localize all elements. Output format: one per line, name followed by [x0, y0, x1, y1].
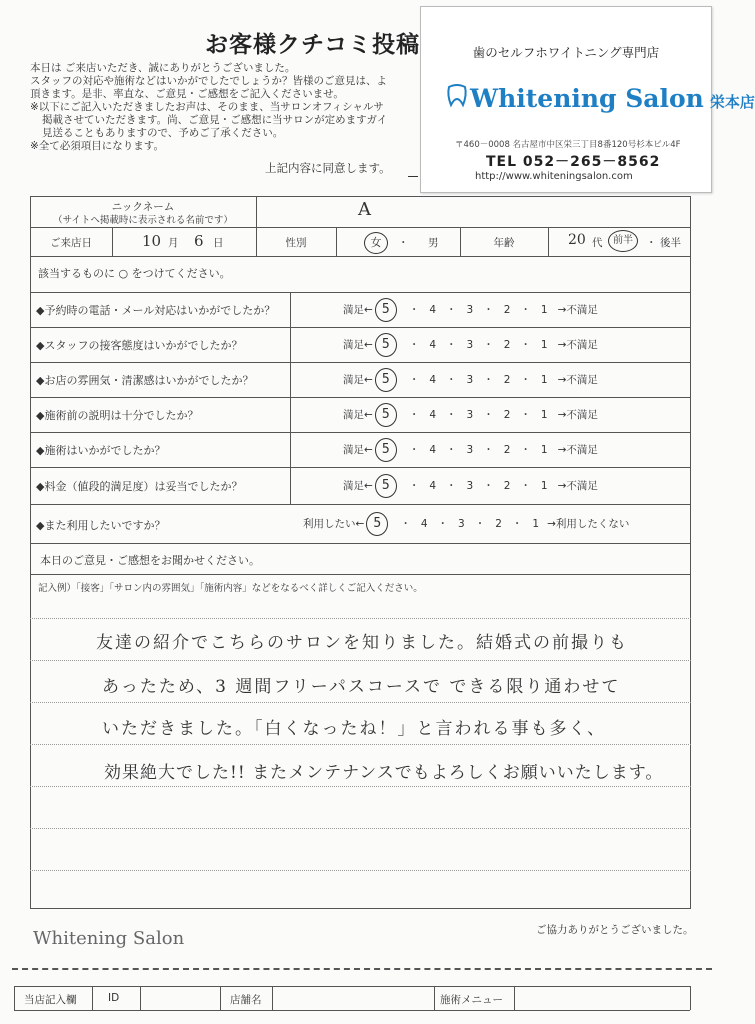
staff-table-divider	[140, 986, 141, 1010]
staff-table-divider	[272, 986, 273, 1010]
rating-option-selected[interactable]: 5	[375, 438, 397, 462]
rating-option[interactable]: 3	[466, 444, 474, 456]
intro-line: スタッフの対応や施術などはいかがでしたでしょうか？皆様のご意見は、よ	[30, 75, 387, 87]
intro-line: 掲載させていただきます。尚、ご意見・ご感想に当サロンが定めますガイ	[42, 114, 388, 126]
visit-month-unit: 月	[168, 237, 179, 249]
instruction-text: 該当するものに ○ をつけてください。	[38, 267, 231, 280]
intro-line: 頂きます。是非、率直な、ご意見・ご感想をご記入くださいませ。	[30, 88, 344, 100]
age-value[interactable]: 20	[568, 232, 586, 248]
rating-option[interactable]: 3	[466, 339, 474, 351]
form-border-bottom	[30, 908, 691, 909]
cut-line	[12, 968, 712, 970]
scale-right-label: →不満足	[557, 374, 598, 386]
scale-left-label: 満足←	[343, 409, 373, 421]
staff-use-label: 当店記入欄	[24, 994, 77, 1006]
rating-option[interactable]: 2	[503, 304, 511, 316]
comment-line[interactable]: いただきました。「白くなったね！」と言われる事も多く、	[102, 719, 607, 739]
staff-table-divider	[690, 986, 691, 1010]
staff-table-divider	[14, 986, 15, 1010]
thanks-text: ご協力ありがとうございました。	[536, 924, 694, 936]
question-label: ◆また利用したいですか？	[36, 519, 166, 532]
rating-option[interactable]: 4	[420, 518, 428, 530]
form-row-divider	[30, 327, 691, 328]
rating-option[interactable]: 3	[466, 480, 474, 492]
staff-table-divider	[434, 986, 435, 1010]
writing-line	[30, 702, 691, 703]
form-border-left	[30, 196, 31, 908]
card-heading: 歯のセルフホワイトニング専門店	[472, 45, 660, 60]
agree-text: 上記内容に同意します。	[265, 161, 391, 175]
card-logo	[446, 83, 755, 113]
form-col-divider	[336, 227, 337, 256]
branch-name: 栄本店	[709, 93, 755, 111]
rating-option[interactable]: 2	[503, 444, 511, 456]
scale-right-label: →不満足	[557, 339, 598, 351]
rating-option[interactable]: 1	[532, 518, 540, 530]
rating-scale: 満足← 5 ・ 4 ・ 3 ・ 2 ・ 1 →不満足	[343, 298, 598, 322]
gender-label: 性別	[285, 237, 307, 249]
intro-line: ※以下にご記入いただきましたお声は、そのまま、当サロンオフィシャルサ	[30, 101, 384, 113]
rating-option-selected[interactable]: 5	[375, 298, 397, 322]
comment-line[interactable]: 友達の紹介でこちらのサロンを知りました。結婚式の前撮りも	[96, 633, 628, 653]
rating-option[interactable]: 3	[466, 409, 474, 421]
rating-option[interactable]: 2	[503, 480, 511, 492]
visit-month-value[interactable]: 10	[142, 232, 162, 250]
rating-option[interactable]: 3	[466, 374, 474, 386]
intro-line: 本日は ご来店いただき、誠にありがとうございました。	[30, 62, 296, 74]
scale-left-label: 満足←	[343, 339, 373, 351]
question-label: ◆お店の雰囲気・清潔感はいかがでしたか？	[36, 374, 254, 387]
question-label: ◆スタッフの接客態度はいかがでしたか？	[36, 339, 243, 352]
store-label: 店舗名	[230, 994, 262, 1006]
business-card	[420, 6, 755, 193]
intro-text	[30, 62, 430, 153]
scale-left-label: 満足←	[343, 374, 373, 386]
opinion-label: 本日のご意見・ご感想をお聞かせください。	[40, 554, 260, 567]
form-row-divider	[30, 227, 691, 228]
form-row-divider	[30, 504, 691, 505]
rating-option-selected[interactable]: 5	[375, 333, 397, 357]
rating-option[interactable]: 4	[429, 480, 436, 492]
intro-line: 見送ることもありますので、予めご了承ください。	[42, 127, 284, 139]
comment-line[interactable]: 効果絶大でした!! またメンテナンスでもよろしくお願いいたします。	[104, 763, 664, 783]
rating-option-selected[interactable]: 5	[375, 474, 397, 498]
rating-option-selected[interactable]: 5	[375, 368, 397, 392]
rating-option[interactable]: 4	[429, 304, 436, 316]
age-separator: ・	[646, 237, 657, 249]
comment-line[interactable]: あったため、3 週間フリーパスコースで できる限り通わせて	[102, 677, 621, 697]
rating-scale: 満足← 5 ・ 4 ・ 3 ・ 2 ・ 1 →不満足	[343, 368, 598, 392]
form-row-divider	[30, 397, 691, 398]
agree-signature-line	[408, 176, 418, 177]
card-phone: TEL 052－265－8562	[486, 154, 661, 170]
age-unit: 代	[592, 237, 603, 249]
form-border-top	[30, 196, 691, 197]
form-row-divider	[30, 543, 691, 544]
rating-option[interactable]: 1	[540, 339, 548, 351]
writing-line	[30, 618, 691, 619]
age-first-half-option[interactable]	[606, 230, 640, 252]
writing-line	[30, 660, 691, 661]
staff-table-divider	[220, 986, 221, 1010]
rating-option[interactable]: 1	[540, 304, 548, 316]
gender-separator: ・	[398, 237, 409, 249]
staff-table-top	[14, 986, 690, 987]
writing-line	[30, 870, 691, 871]
scale-left-label: 満足←	[343, 444, 373, 456]
visit-day-unit: 日	[213, 237, 224, 249]
logo-text: Whitening Salon	[470, 84, 704, 113]
rating-scale: 満足← 5 ・ 4 ・ 3 ・ 2 ・ 1 →不満足	[343, 333, 598, 357]
staff-table-bottom	[14, 1010, 690, 1011]
scale-right-label: →利用したくない	[547, 518, 630, 530]
visit-day-value[interactable]: 6	[194, 232, 204, 250]
rating-option[interactable]: 4	[429, 339, 436, 351]
form-row-divider	[30, 432, 691, 433]
form-row-divider	[30, 256, 691, 257]
rating-option[interactable]: 2	[503, 409, 511, 421]
rating-scale: 利用したい← 5 ・ 4 ・ 3 ・ 2 ・ 1 →利用したくない	[303, 512, 629, 536]
rating-option[interactable]: 1	[540, 480, 548, 492]
nickname-value[interactable]: A	[358, 199, 371, 220]
card-url: http://www.whiteningsalon.com	[475, 171, 633, 182]
question-label: ◆料金（値段的満足度）は妥当でしたか？	[36, 480, 243, 493]
form-col-divider	[112, 227, 113, 256]
visit-date-label: ご来店日	[50, 237, 92, 249]
writing-line	[30, 786, 691, 787]
form-row-divider	[30, 467, 691, 468]
question-label: ◆予約時の電話・メール対応はいかがでしたか？	[36, 304, 276, 317]
menu-label: 施術メニュー	[440, 994, 503, 1006]
scale-right-label: →不満足	[557, 304, 598, 316]
rating-option-selected[interactable]: 5	[375, 403, 397, 427]
form-col-divider	[548, 227, 549, 256]
rating-option[interactable]: 4	[429, 444, 436, 456]
rating-option[interactable]: 4	[429, 374, 436, 386]
footer-logo: Whitening Salon	[33, 928, 185, 949]
question-label: ◆施術はいかがでしたか？	[36, 444, 166, 457]
form-col-divider	[290, 292, 291, 504]
rating-option[interactable]: 2	[503, 374, 511, 386]
rating-scale: 満足← 5 ・ 4 ・ 3 ・ 2 ・ 1 →不満足	[343, 403, 598, 427]
form-row-divider	[30, 292, 691, 293]
rating-option[interactable]: 2	[503, 339, 511, 351]
intro-line: ※全て必須項目になります。	[30, 140, 164, 152]
rating-option[interactable]: 1	[540, 409, 548, 421]
selected-circle: 女	[364, 232, 388, 254]
scale-right-label: →不満足	[557, 409, 598, 421]
rating-option[interactable]: 2	[495, 518, 502, 530]
gender-male-option[interactable]: 男	[428, 237, 439, 249]
gender-female-option[interactable]	[362, 232, 390, 254]
age-label: 年齢	[493, 237, 515, 249]
rating-scale: 満足← 5 ・ 4 ・ 3 ・ 2 ・ 1 →不満足	[343, 438, 598, 462]
form-border-right	[690, 196, 691, 908]
form-row-divider	[30, 362, 691, 363]
nickname-label: ニックネーム	[111, 201, 175, 213]
page-title: お客様クチコミ投稿	[205, 32, 421, 58]
rating-option[interactable]: 3	[458, 518, 465, 530]
scale-left-label: 満足←	[343, 304, 373, 316]
card-address: 〒460－0008 名古屋市中区栄三丁目8番120号杉本ビル4F	[455, 140, 681, 150]
tooth-icon	[446, 83, 468, 113]
form-col-divider	[256, 196, 257, 227]
id-label: ID	[108, 992, 120, 1004]
scale-right-label: →不満足	[557, 444, 598, 456]
scale-left-label: 利用したい←	[303, 518, 365, 530]
rating-option[interactable]: 1	[540, 374, 548, 386]
scale-right-label: →不満足	[557, 480, 598, 492]
staff-table-divider	[92, 986, 93, 1010]
rating-scale: 満足← 5 ・ 4 ・ 3 ・ 2 ・ 1 →不満足	[343, 474, 598, 498]
writing-line	[30, 744, 691, 745]
rating-option[interactable]: 4	[429, 409, 436, 421]
example-text: 記入例）「接客」「サロン内の雰囲気」「施術内容」などをなるべく詳しくご記入ください。	[38, 583, 423, 594]
nickname-note: （サイトへ掲載時に表示される名前です）	[53, 215, 233, 226]
form-row-divider	[30, 574, 691, 575]
scale-left-label: 満足←	[343, 480, 373, 492]
staff-table-divider	[514, 986, 515, 1010]
rating-option[interactable]: 3	[466, 304, 474, 316]
rating-option[interactable]: 1	[540, 444, 548, 456]
question-label: ◆施術前の説明は十分でしたか？	[36, 409, 199, 422]
rating-option-selected[interactable]: 5	[366, 512, 388, 536]
selected-circle: 前半	[608, 230, 638, 252]
writing-line	[30, 828, 691, 829]
age-second-half-option[interactable]: 後半	[660, 237, 681, 249]
